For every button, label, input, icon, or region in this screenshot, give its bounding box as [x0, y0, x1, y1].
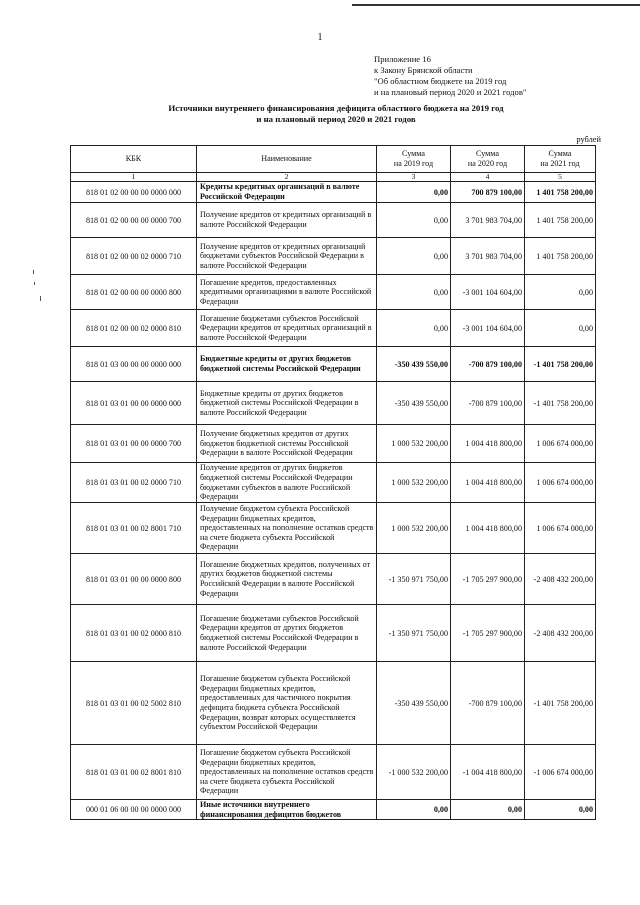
sum-2019-cell: -1 350 971 750,00 — [377, 605, 451, 662]
kbk-cell: 818 01 03 01 00 02 8001 810 — [71, 745, 197, 800]
table-row — [71, 425, 596, 463]
sum-2021-cell: -1 006 674 000,00 — [525, 745, 596, 800]
kbk-cell: 818 01 03 01 00 00 0000 000 — [71, 382, 197, 425]
sum-2021-cell: 1 006 674 000,00 — [525, 463, 596, 503]
sum-2020-cell: -1 705 297 900,00 — [451, 554, 525, 605]
sum-2021-cell: 1 401 758 200,00 — [525, 182, 596, 203]
table-row — [71, 347, 596, 382]
page-number: 1 — [317, 32, 323, 43]
sum-2020-cell: 700 879 100,00 — [451, 182, 525, 203]
name-cell: Получение бюджетом субъекта Российской Федерации бюджетных кредитов, предоставленных на пополнение остатков средств на счете бюджета субъекта Российской Федерации — [197, 503, 377, 554]
name-cell: Иные источники внутреннего финансирования дефицитов бюджетов — [197, 800, 377, 820]
name-cell: Погашение бюджетами субъектов Российской Федерации кредитов от кредитных организаций в валюте Российской Федерации — [197, 310, 377, 347]
kbk-cell: 818 01 03 01 00 02 0000 710 — [71, 463, 197, 503]
name-cell: Кредиты кредитных организаций в валюте Российской Федерации — [197, 182, 377, 203]
sum-2019-cell: 0,00 — [377, 800, 451, 820]
sum-2019-cell: 1 000 532 200,00 — [377, 425, 451, 463]
sum-2021-cell: -1 401 758 200,00 — [525, 662, 596, 745]
sum-2019-cell: 0,00 — [377, 203, 451, 238]
table-row — [71, 662, 596, 745]
sum-2020-cell: -700 879 100,00 — [451, 347, 525, 382]
sum-2019-cell: 1 000 532 200,00 — [377, 463, 451, 503]
units-label: рублей — [576, 135, 601, 144]
column-number: 1 — [71, 173, 197, 182]
scan-mark — [34, 282, 35, 285]
kbk-cell: 000 01 06 00 00 00 0000 000 — [71, 800, 197, 820]
kbk-cell: 818 01 03 01 00 02 5002 810 — [71, 662, 197, 745]
sum-2021-cell: -2 408 432 200,00 — [525, 605, 596, 662]
sum-2019-cell: 0,00 — [377, 238, 451, 275]
sum-2020-cell: -700 879 100,00 — [451, 662, 525, 745]
table-row — [71, 554, 596, 605]
appendix-line: "Об областном бюджете на 2019 год — [374, 76, 507, 86]
kbk-cell: 818 01 02 00 00 00 0000 000 — [71, 182, 197, 203]
kbk-cell: 818 01 03 01 00 02 0000 810 — [71, 605, 197, 662]
table-row — [71, 800, 596, 820]
scan-mark — [40, 296, 41, 301]
sum-2021-cell: 0,00 — [525, 800, 596, 820]
header-text: Сумма — [548, 149, 572, 158]
table-row — [71, 382, 596, 425]
kbk-cell: 818 01 02 00 00 02 0000 810 — [71, 310, 197, 347]
kbk-cell: 818 01 02 00 00 00 0000 800 — [71, 275, 197, 310]
table-header-row — [71, 146, 596, 173]
sum-2019-cell: -1 350 971 750,00 — [377, 554, 451, 605]
kbk-cell: 818 01 03 01 00 00 0000 700 — [71, 425, 197, 463]
sum-2019-cell: 0,00 — [377, 310, 451, 347]
table-row — [71, 182, 596, 203]
sum-2021-cell: 0,00 — [525, 310, 596, 347]
header-text: Сумма — [402, 149, 425, 158]
table-row — [71, 503, 596, 554]
name-cell: Получение кредитов от других бюджетов бюджетной системы Российской Федерации бюджетами субъектов в валюте Российской Федерации — [197, 463, 377, 503]
table-row — [71, 745, 596, 800]
sum-2021-cell: -1 401 758 200,00 — [525, 347, 596, 382]
header-sum-2021 — [525, 146, 596, 173]
table-row — [71, 310, 596, 347]
kbk-cell: 818 01 02 00 00 02 0000 710 — [71, 238, 197, 275]
sum-2020-cell: 3 701 983 704,00 — [451, 238, 525, 275]
kbk-cell: 818 01 02 00 00 00 0000 700 — [71, 203, 197, 238]
header-name: Наименование — [197, 146, 377, 173]
scan-mark — [33, 270, 34, 274]
sum-2020-cell: -1 705 297 900,00 — [451, 605, 525, 662]
sum-2021-cell: -1 401 758 200,00 — [525, 382, 596, 425]
name-cell: Погашение бюджетом субъекта Российской Федерации бюджетных кредитов, предоставленных для частичного покрытия дефицита бюджета субъекта Российской Федерации, возврат которых осуществляется субъектом Российской Федерации — [197, 662, 377, 745]
table-row — [71, 238, 596, 275]
sum-2019-cell: 1 000 532 200,00 — [377, 503, 451, 554]
header-text: на 2020 год — [467, 159, 508, 168]
sum-2020-cell: -3 001 104 604,00 — [451, 275, 525, 310]
sum-2021-cell: 1 006 674 000,00 — [525, 503, 596, 554]
appendix-line: и на плановый период 2020 и 2021 годов" — [374, 87, 527, 97]
column-number-row — [71, 173, 596, 182]
sum-2021-cell: -2 408 432 200,00 — [525, 554, 596, 605]
name-cell: Погашение кредитов, предоставленных кредитными организациями в валюте Российской Федерации — [197, 275, 377, 310]
title-line: и на плановый период 2020 и 2021 годов — [256, 114, 416, 124]
column-number: 2 — [197, 173, 377, 182]
appendix-line: Приложение 16 — [374, 54, 431, 64]
kbk-cell: 818 01 03 01 00 02 8001 710 — [71, 503, 197, 554]
sum-2021-cell: 1 401 758 200,00 — [525, 203, 596, 238]
sum-2020-cell: -700 879 100,00 — [451, 382, 525, 425]
scan-top-edge — [352, 4, 640, 6]
column-number: 4 — [451, 173, 525, 182]
table-row — [71, 275, 596, 310]
sum-2019-cell: 0,00 — [377, 275, 451, 310]
sum-2021-cell: 1 401 758 200,00 — [525, 238, 596, 275]
sum-2020-cell: -3 001 104 604,00 — [451, 310, 525, 347]
header-text: Сумма — [476, 149, 499, 158]
sum-2020-cell: -1 004 418 800,00 — [451, 745, 525, 800]
sum-2019-cell: -350 439 550,00 — [377, 347, 451, 382]
table-row — [71, 463, 596, 503]
sum-2019-cell: 0,00 — [377, 182, 451, 203]
sum-2020-cell: 3 701 983 704,00 — [451, 203, 525, 238]
financing-sources-table — [70, 145, 596, 820]
name-cell: Получение кредитов от кредитных организаций бюджетами субъектов Российской Федерации в валюте Российской Федерации — [197, 238, 377, 275]
title-line: Источники внутреннего финансирования дефицита областного бюджета на 2019 год — [168, 103, 504, 113]
appendix-note — [374, 54, 526, 98]
column-number: 5 — [525, 173, 596, 182]
name-cell: Погашение бюджетом субъекта Российской Федерации бюджетных кредитов, предоставленных на пополнение остатков средств на счете бюджета субъекта Российской Федерации — [197, 745, 377, 800]
sum-2019-cell: -1 000 532 200,00 — [377, 745, 451, 800]
table-row — [71, 605, 596, 662]
header-sum-2019 — [377, 146, 451, 173]
appendix-line: к Закону Брянской области — [374, 65, 473, 75]
header-text: на 2019 год — [393, 159, 434, 168]
sum-2020-cell: 1 004 418 800,00 — [451, 425, 525, 463]
header-kbk: КБК — [71, 146, 197, 173]
header-text: на 2021 год — [540, 159, 580, 168]
sum-2020-cell: 1 004 418 800,00 — [451, 463, 525, 503]
sum-2020-cell: 0,00 — [451, 800, 525, 820]
name-cell: Получение кредитов от кредитных организаций в валюте Российской Федерации — [197, 203, 377, 238]
sum-2021-cell: 1 006 674 000,00 — [525, 425, 596, 463]
name-cell: Получение бюджетных кредитов от других бюджетов бюджетной системы Российской Федерации в валюте Российской Федерации — [197, 425, 377, 463]
name-cell: Бюджетные кредиты от других бюджетов бюджетной системы Российской Федерации в валюте Российской Федерации — [197, 382, 377, 425]
header-sum-2020 — [451, 146, 525, 173]
name-cell: Бюджетные кредиты от других бюджетов бюджетной системы Российской Федерации — [197, 347, 377, 382]
sum-2019-cell: -350 439 550,00 — [377, 382, 451, 425]
column-number: 3 — [377, 173, 451, 182]
table-row — [71, 203, 596, 238]
sum-2020-cell: 1 004 418 800,00 — [451, 503, 525, 554]
sum-2019-cell: -350 439 550,00 — [377, 662, 451, 745]
name-cell: Погашение бюджетами субъектов Российской Федерации кредитов от других бюджетов бюджетной системы Российской Федерации в валюте Российской Федерации — [197, 605, 377, 662]
document-title — [150, 103, 522, 125]
name-cell: Погашение бюджетных кредитов, полученных от других бюджетов бюджетной системы Российской Федерации в валюте Российской Федерации — [197, 554, 377, 605]
kbk-cell: 818 01 03 01 00 00 0000 800 — [71, 554, 197, 605]
kbk-cell: 818 01 03 00 00 00 0000 000 — [71, 347, 197, 382]
sum-2021-cell: 0,00 — [525, 275, 596, 310]
